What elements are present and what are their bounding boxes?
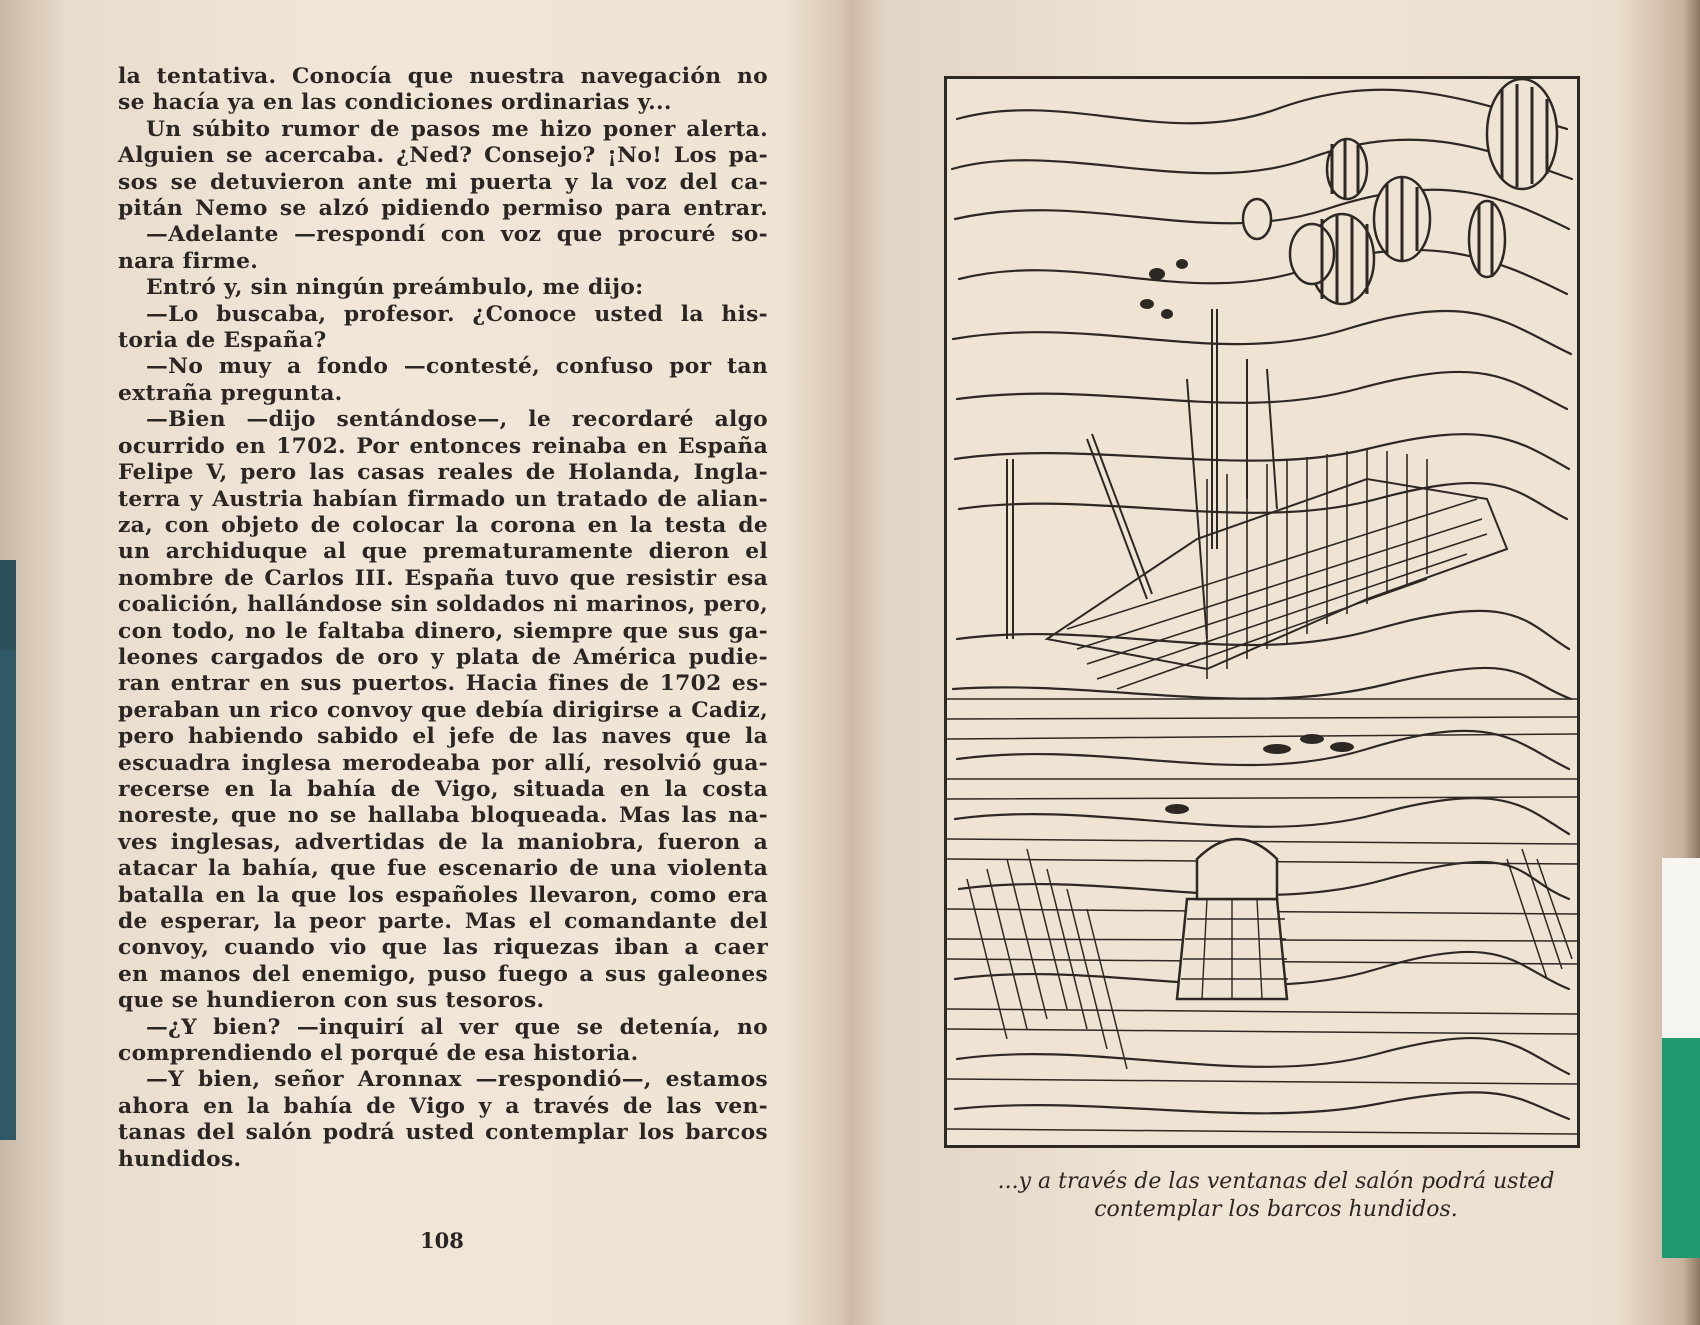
text-line: terra y Austria habían firmado un tratado de alian-: [118, 486, 768, 512]
text-line: en manos del enemigo, puso fuego a sus galeones: [118, 961, 768, 987]
body-text: [118, 64, 768, 1173]
text-line: de esperar, la peor parte. Mas el comandante del: [118, 909, 768, 934]
text-line: un archiduque al que prematuramente dieron el: [118, 539, 768, 565]
text-line: za, con objeto de colocar la corona en la testa de: [118, 512, 768, 538]
text-line: tanas del salón podrá usted contemplar los barcos: [118, 1120, 768, 1146]
text-line: con todo, no le faltaba dinero, siempre que sus ga-: [118, 618, 768, 644]
right-edge-bookmark: [1662, 858, 1700, 1258]
text-line: extraña pregunta.: [118, 380, 343, 406]
text-line: Un súbito rumor de pasos me hizo poner alerta.: [146, 116, 768, 142]
text-line: hundidos.: [118, 1146, 242, 1172]
text-line: recerse en la bahía de Vigo, situada en la costa: [118, 776, 768, 802]
text-line: nombre de Carlos III. España tuvo que resistir esa: [118, 565, 768, 591]
illustration-sunken-ships: [944, 76, 1580, 1148]
left-edge-shadow: [0, 560, 16, 650]
text-line: se hacía ya en las condiciones ordinarias y...: [118, 90, 672, 116]
text-line: atacar la bahía, que fue escenario de una violenta: [118, 856, 768, 882]
text-line: ocurrido en 1702. Por entonces reinaba en España: [118, 433, 768, 459]
illustration-drawing: [947, 79, 1577, 1145]
text-line: Alguien se acercaba. ¿Ned? Consejo? ¡No! Los pa-: [118, 143, 768, 169]
text-line: coalición, hallándose sin soldados ni marinos, pero,: [118, 592, 768, 618]
text-line: —Lo buscaba, profesor. ¿Conoce usted la his-: [146, 301, 768, 327]
page-number: 108: [420, 1228, 464, 1253]
text-line: nara firme.: [118, 248, 259, 274]
text-line: comprendiendo el porqué de esa historia.: [118, 1041, 639, 1067]
text-line: noreste, que no se hallaba bloqueada. Mas las na-: [118, 803, 768, 829]
text-line: pitán Nemo se alzó pidiendo permiso para entrar.: [118, 196, 768, 222]
text-line: —Bien —dijo sentándose—, le recordaré algo: [146, 407, 768, 433]
text-line: pero habiendo sabido el jefe de las naves que la: [118, 724, 768, 750]
illustration-caption: [956, 1168, 1596, 1224]
text-line: ves inglesas, advertidas de la maniobra, fueron a: [118, 829, 768, 855]
text-line: —Adelante —respondí con voz que procuré so-: [146, 222, 768, 248]
caption-line: ...y a través de las ventanas del salón podrá usted: [997, 1169, 1555, 1194]
text-line: toria de España?: [118, 328, 327, 354]
text-line: Entró y, sin ningún preámbulo, me dijo:: [146, 275, 644, 301]
text-line: —No muy a fondo —contesté, confuso por tan: [146, 354, 768, 380]
text-line: leones cargados de oro y plata de América pudie-: [118, 644, 768, 670]
left-page: [118, 64, 768, 1284]
text-line: Felipe V, pero las casas reales de Holanda, Ingla-: [118, 460, 768, 486]
text-line: batalla en la que los españoles llevaron, como era: [118, 882, 768, 908]
text-line: peraban un rico convoy que debía dirigirse a Cadiz,: [118, 697, 768, 723]
text-line: sos se detuvieron ante mi puerta y la voz del ca-: [118, 169, 768, 195]
text-line: la tentativa. Conocía que nuestra navegación no: [118, 64, 768, 89]
left-edge-cover: [0, 650, 16, 1140]
text-line: —¿Y bien? —inquirí al ver que se detenía, no: [146, 1014, 768, 1040]
caption-line: contemplar los barcos hundidos.: [1094, 1197, 1458, 1222]
text-line: ahora en la bahía de Vigo y a través de las ven-: [118, 1093, 768, 1119]
text-line: escuadra inglesa merodeaba por allí, resolvió gua-: [118, 750, 768, 776]
text-line: ran entrar en sus puertos. Hacia fines de 1702 es-: [118, 671, 768, 697]
text-line: que se hundieron con sus tesoros.: [118, 988, 545, 1014]
text-line: —Y bien, señor Aronnax —respondió—, estamos: [146, 1067, 768, 1093]
text-line: convoy, cuando vio que las riquezas iban a caer: [118, 935, 768, 961]
